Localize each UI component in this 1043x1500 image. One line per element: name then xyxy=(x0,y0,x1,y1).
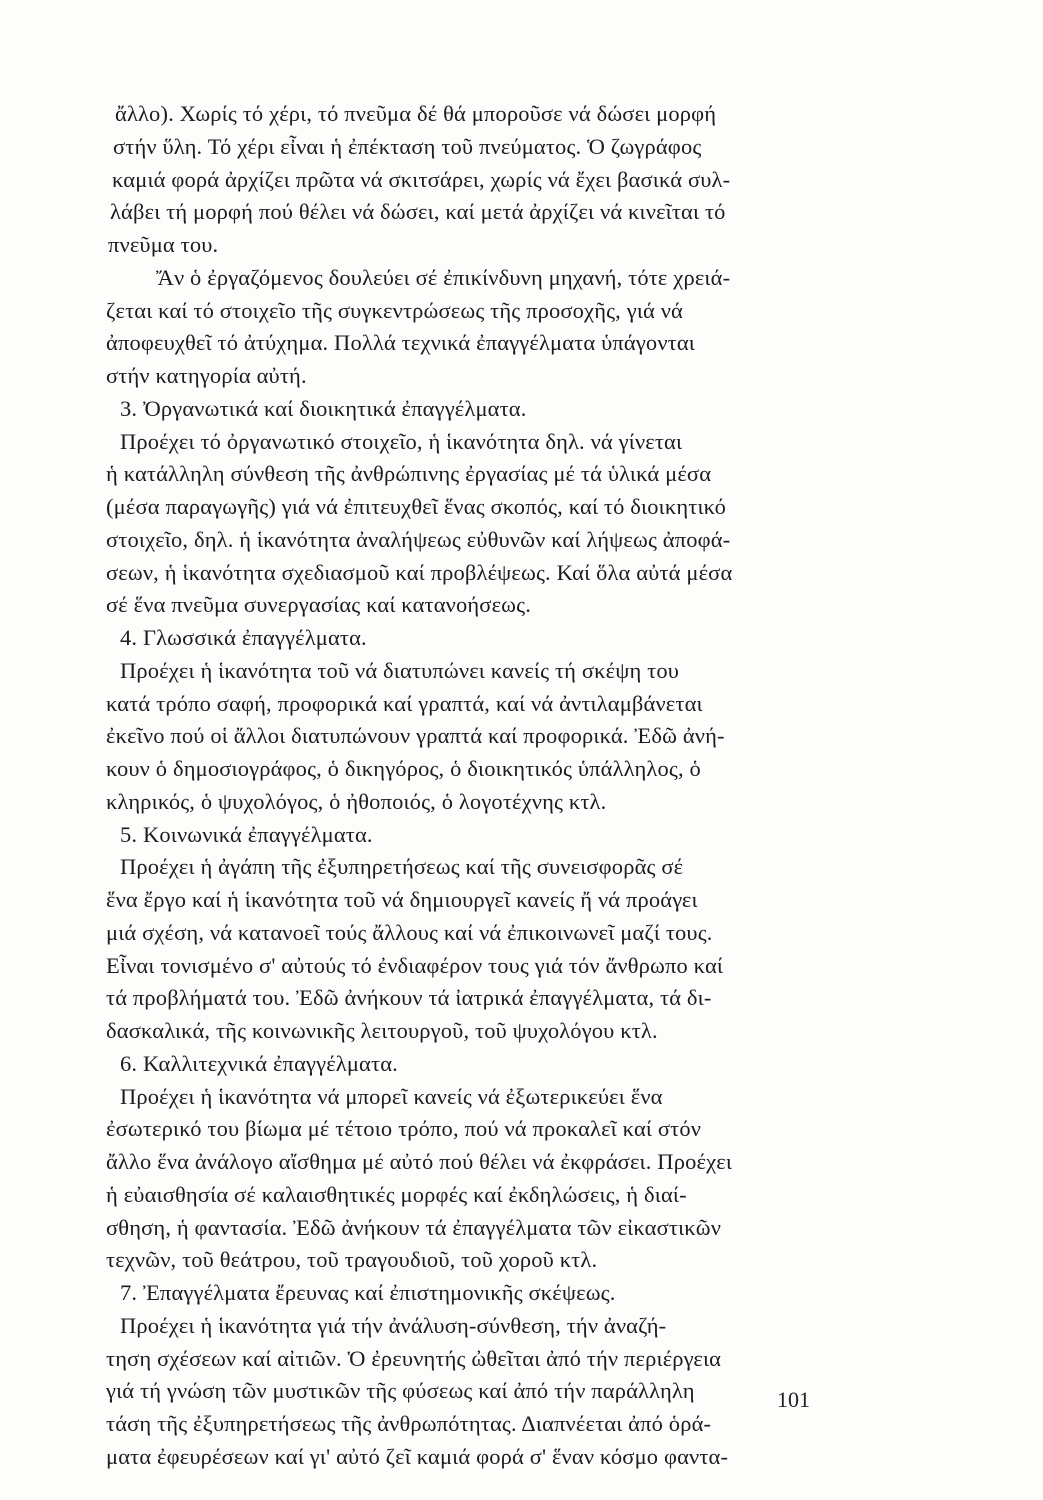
text-line: στήν κατηγορία αὐτή. xyxy=(106,363,307,388)
text-line: τά προβλήματά του. Ἐδῶ ἀνήκουν τά ἰατρικά ἐπαγγέλματα, τά δι- xyxy=(106,985,712,1011)
text-line: ζεται καί τό στοιχεῖο τῆς συγκεντρώσεως τῆς προσοχῆς, γιά νά xyxy=(106,297,683,323)
text-line: ἐσωτερικό του βίωμα μέ τέτοιο τρόπο, πού νά προκαλεῖ καί στόν xyxy=(106,1116,702,1142)
text-line: γιά τή γνώση τῶν μυστικῶν τῆς φύσεως καί ἀπό τήν παράλληλη xyxy=(106,1378,695,1404)
section-heading-3: 3. Ὀργανωτικά καί διοικητικά ἐπαγγέλματα. xyxy=(120,395,527,421)
section-heading-7: 7. Ἐπαγγέλματα ἔρευνας καί ἐπιστημονικῆς σκέψεως. xyxy=(120,1280,616,1305)
text-line: στοιχεῖο, δηλ. ἡ ἱκανότητα ἀναλήψεως εὐθυνῶν καί λήψεως ἀποφά- xyxy=(106,526,731,552)
text-line: σεων, ἡ ἱκανότητα σχεδιασμοῦ καί προβλέψεως. Καί ὅλα αὐτά μέσα xyxy=(106,559,733,585)
text-line: ἐκεῖνο πού οἱ ἄλλοι διατυπώνουν γραπτά καί προφορικά. Ἐδῶ ἀνή- xyxy=(106,723,725,749)
section-heading-4: 4. Γλωσσικά ἐπαγγέλματα. xyxy=(120,625,367,650)
text-line: (μέσα παραγωγῆς) γιά νά ἐπιτευχθεῖ ἕνας σκοπός, καί τό διοικητικό xyxy=(106,494,727,519)
text-line: ἡ εὐαισθησία σέ καλαισθητικές μορφές καί ἐκδηλώσεις, ἡ διαί- xyxy=(106,1181,687,1207)
text-line: σέ ἕνα πνεῦμα συνεργασίας καί κατανοήσεως. xyxy=(106,592,531,618)
page-number: 101 xyxy=(777,1387,810,1412)
text-line: ἀποφευχθεῖ τό ἀτύχημα. Πολλά τεχνικά ἐπαγγέλματα ὑπάγονται xyxy=(106,330,695,356)
text-line: στήν ὕλη. Τό χέρι εἶναι ἡ ἐπέκταση τοῦ πνεύματος. Ὁ ζωγράφος xyxy=(113,133,702,159)
paragraph-start-line: Προέχει ἡ ἱκανότητα γιά τήν ἀνάλυση-σύνθεση, τήν ἀναζή- xyxy=(120,1312,667,1338)
text-line: κληρικός, ὁ ψυχολόγος, ὁ ἠθοποιός, ὁ λογοτέχνης κτλ. xyxy=(106,788,607,814)
text-line: τάση τῆς ἐξυπηρετήσεως τῆς ἀνθρωπότητας. Διαπνέεται ἀπό ὁρά- xyxy=(106,1411,712,1436)
text-line: ἡ κατάλληλη σύνθεση τῆς ἀνθρώπινης ἐργασίας μέ τά ὑλικά μέσα xyxy=(106,461,712,487)
text-line: ἄλλο). Χωρίς τό χέρι, τό πνεῦμα δέ θά μποροῦσε νά δώσει μορφή xyxy=(115,101,717,126)
text-line: λάβει τή μορφή πού θέλει νά δώσει, καί μετά ἀρχίζει νά κινεῖται τό xyxy=(110,199,726,225)
text-line: πνεῦμα του. xyxy=(108,232,219,257)
text-line: Εἶναι τονισμένο σ' αὐτούς τό ἐνδιαφέρον τους γιά τόν ἄνθρωπο καί xyxy=(106,952,724,978)
text-line: σθηση, ἡ φαντασία. Ἐδῶ ἀνήκουν τά ἐπαγγέλματα τῶν εἰκαστικῶν xyxy=(106,1214,722,1240)
text-line: ματα ἐφευρέσεων καί γι' αὐτό ζεῖ καμιά φορά σ' ἕναν κόσμο φαντα- xyxy=(106,1443,729,1469)
text-line: τεχνῶν, τοῦ θεάτρου, τοῦ τραγουδιοῦ, τοῦ χοροῦ κτλ. xyxy=(106,1247,598,1273)
text-line: κουν ὁ δημοσιογράφος, ὁ δικηγόρος, ὁ διοικητικός ὑπάλληλος, ὁ xyxy=(106,756,701,781)
paragraph-start-line: Προέχει ἡ ἀγάπη τῆς ἐξυπηρετήσεως καί τῆς συνεισφορᾶς σέ xyxy=(120,854,684,880)
paragraph-start-line: Προέχει ἡ ἱκανότητα τοῦ νά διατυπώνει κανείς τή σκέψη του xyxy=(120,657,680,683)
text-line: τηση σχέσεων καί αἰτιῶν. Ὁ ἐρευνητής ὠθεῖται ἀπό τήν περιέργεια xyxy=(106,1345,722,1371)
section-heading-6: 6. Καλλιτεχνικά ἐπαγγέλματα. xyxy=(120,1050,398,1076)
text-line: καμιά φορά ἀρχίζει πρῶτα νά σκιτσάρει, χωρίς νά ἔχει βασικά συλ- xyxy=(112,166,731,192)
text-line: μιά σχέση, νά κατανοεῖ τούς ἄλλους καί νά ἐπικοινωνεῖ μαζί τους. xyxy=(106,919,713,945)
body-text xyxy=(106,98,820,1474)
paragraph-start-line: Προέχει τό ὀργανωτικό στοιχεῖο, ἡ ἱκανότητα δηλ. νά γίνεται xyxy=(120,428,683,454)
text-line: κατά τρόπο σαφή, προφορικά καί γραπτά, καί νά ἀντιλαμβάνεται xyxy=(106,690,703,716)
text-line: ἕνα ἔργο καί ἡ ἱκανότητα τοῦ νά δημιουργεῖ κανείς ἤ νά προάγει xyxy=(106,887,698,912)
paragraph-start-line: Προέχει ἡ ἱκανότητα νά μπορεῖ κανείς νά ἐξωτερικεύει ἕνα xyxy=(120,1083,663,1109)
section-heading-5: 5. Κοινωνικά ἐπαγγέλματα. xyxy=(120,821,373,847)
paragraph-start-line: Ἄν ὁ ἐργαζόμενος δουλεύει σέ ἐπικίνδυνη μηχανή, τότε χρειά- xyxy=(156,264,731,290)
text-line: ἄλλο ἕνα ἀνάλογο αἴσθημα μέ αὐτό πού θέλει νά ἐκφράσει. Προέχει xyxy=(106,1149,733,1174)
text-line: δασκαλικά, τῆς κοινωνικῆς λειτουργοῦ, τοῦ ψυχολόγου κτλ. xyxy=(106,1018,658,1043)
